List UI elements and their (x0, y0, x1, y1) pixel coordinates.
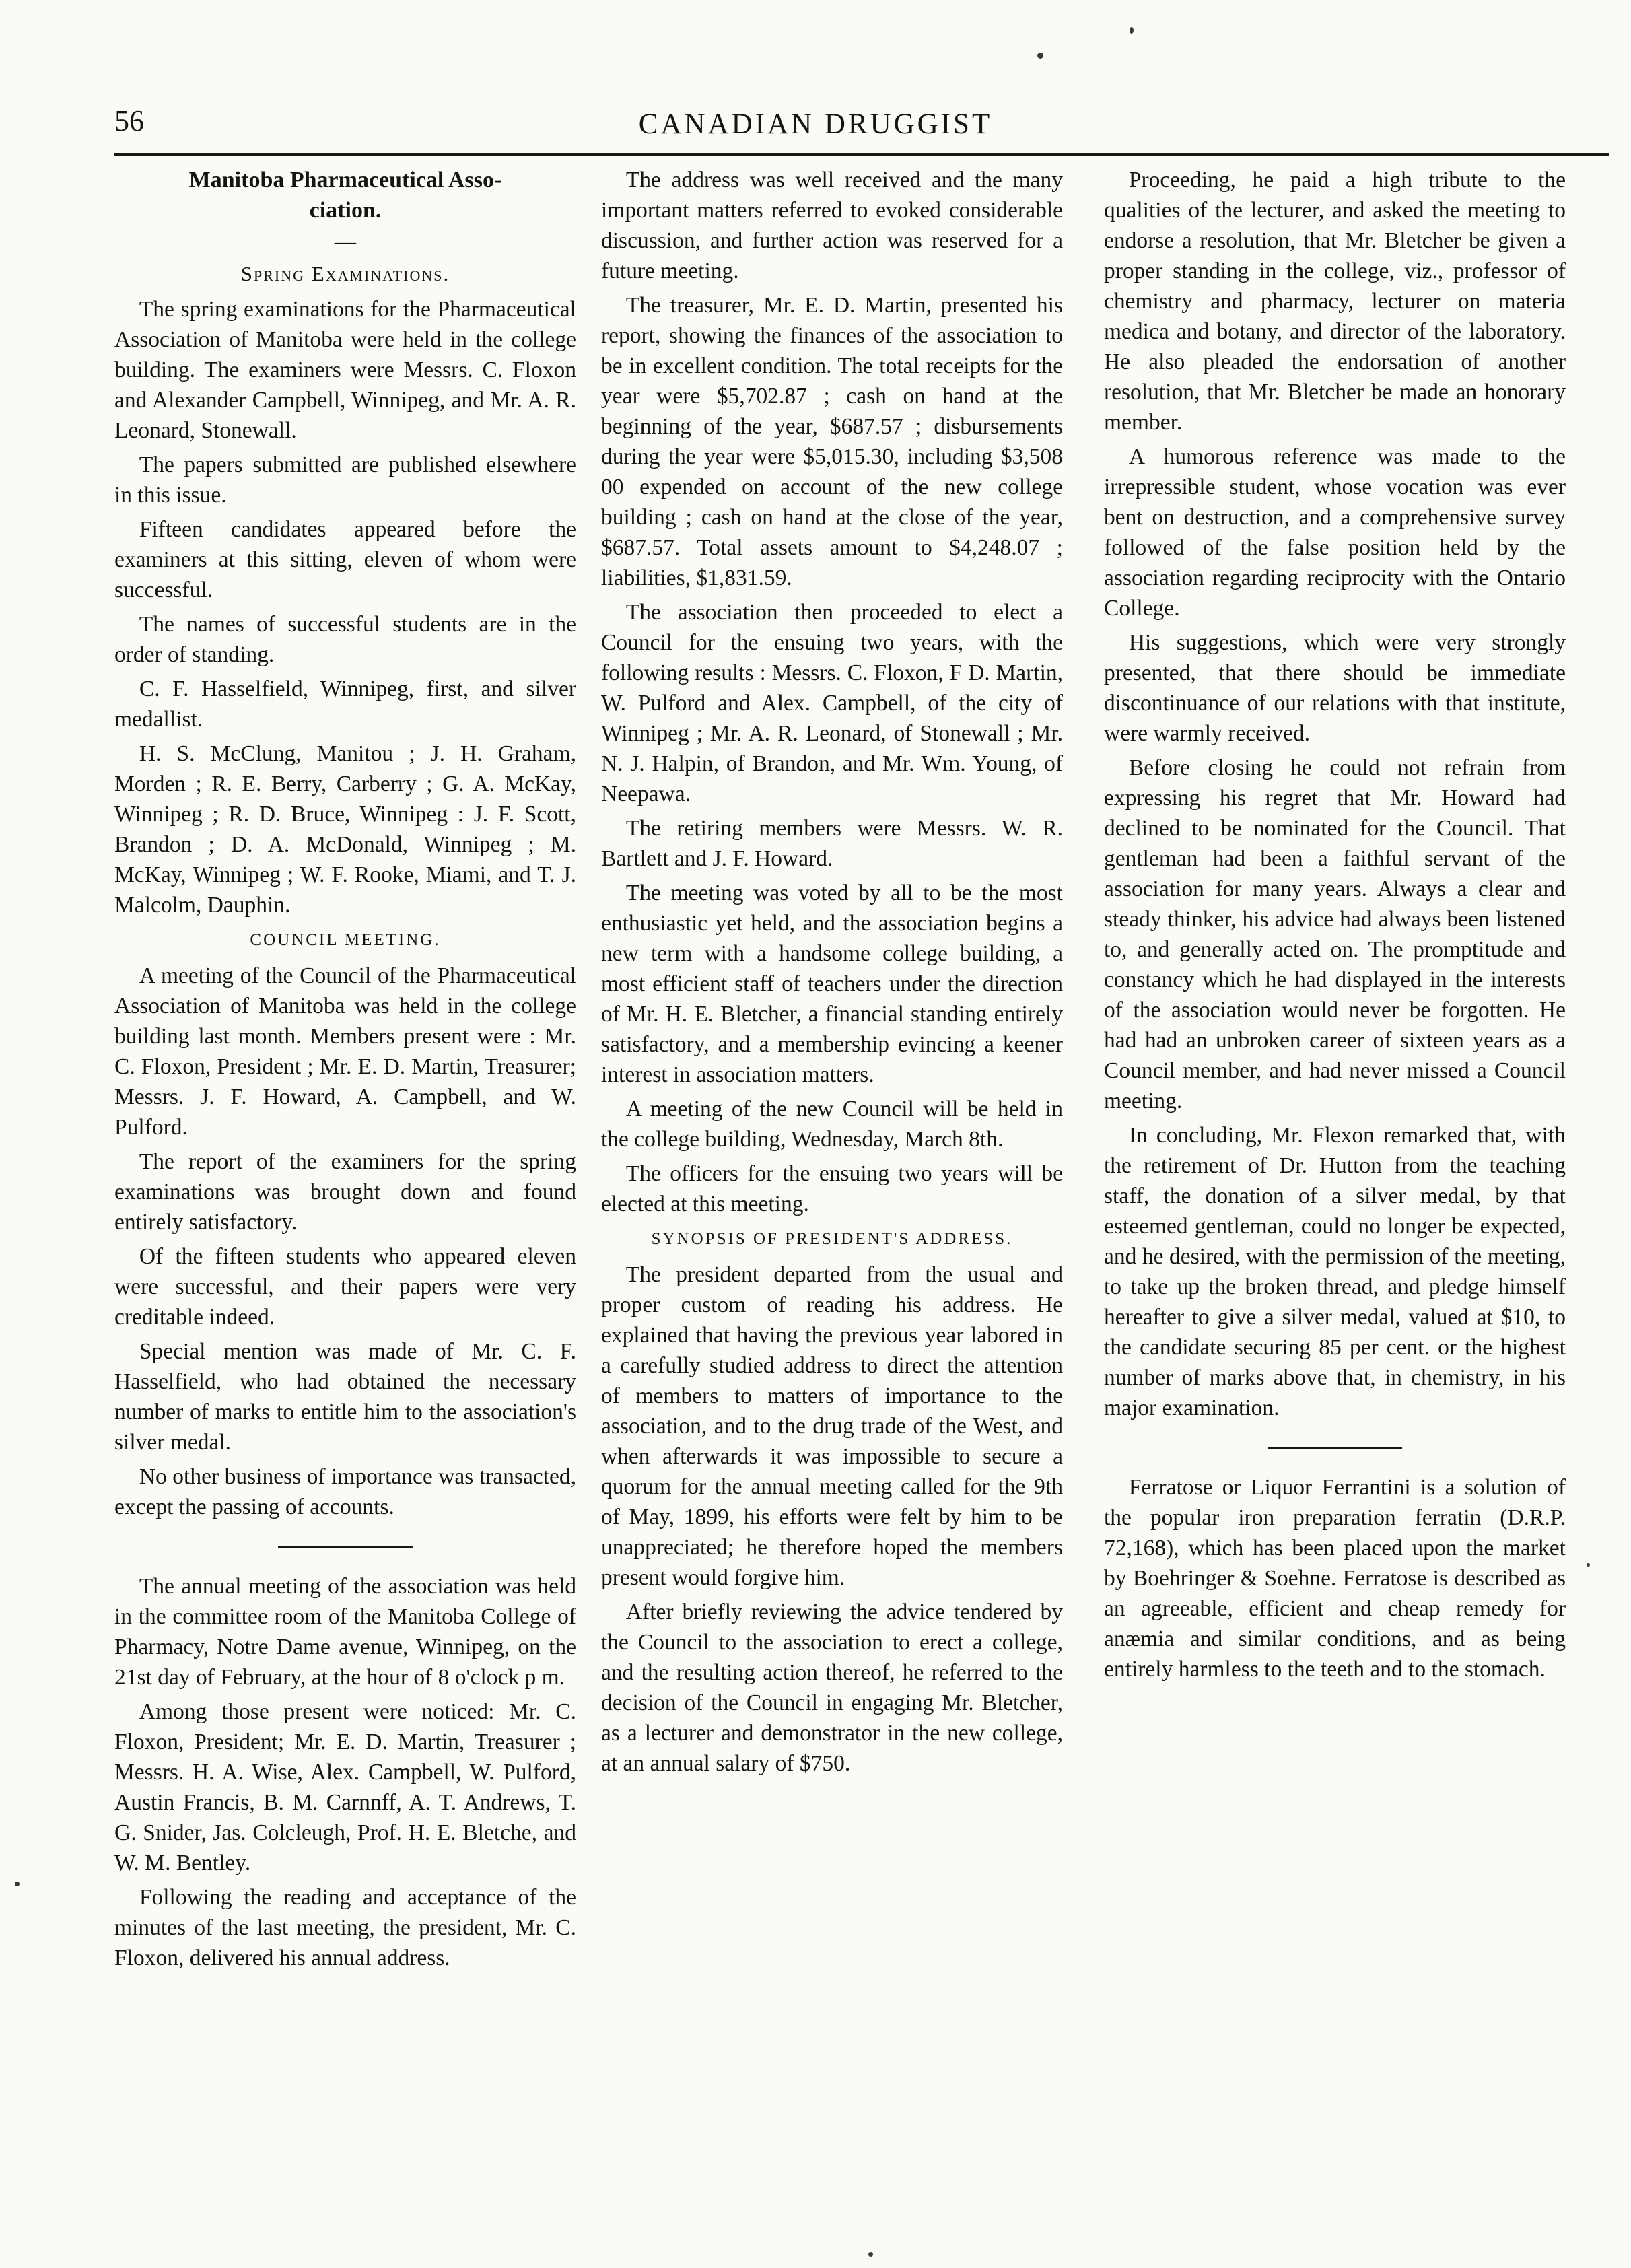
section-separator (278, 1546, 413, 1548)
synopsis-heading: SYNOPSIS OF PRESIDENT'S ADDRESS. (651, 1230, 1013, 1248)
page-number: 56 (114, 104, 144, 137)
paragraph: A humorous reference was made to the irrepressible student, whose vocation was ever bent on destruction, and a comprehensive survey followed of the false position held by the association regarding reciprocity with the Ontario College. (1104, 444, 1566, 621)
paragraph: The officers for the ensuing two years will be elected at this meeting. (601, 1161, 1063, 1216)
scan-speck (1130, 27, 1134, 34)
paragraph: Following the reading and acceptance of the minutes of the last meeting, the president, Mr. C. Floxon, delivered his annual address. (114, 1885, 576, 1970)
paragraph: The president departed from the usual and proper custom of reading his address. He explained that having the previous year labored in a carefully studied address to direct the attention of members to matters of importance to the association, and to the drug trade of the West, and when afterwards it was impossible to secure a quorum for the annual meeting called for the 9th of May, 1899, his efforts were felt by him to be unappreciated; he therefore hoped the members present would forgive him. (601, 1262, 1063, 1590)
paragraph: In concluding, Mr. Flexon remarked that, with the retirement of Dr. Hutton from the teaching staff, the donation of a silver medal, by that esteemed gentleman, could no longer be expected, and he desired, with the permission of the meeting, to take up the broken thread, and pledge himself hereafter to give a silver medal, valued at $10, to the candidate securing 85 per cent. or the highest number of marks above that, in chemistry, in his major examination. (1104, 1123, 1566, 1420)
paragraph: The papers submitted are published elsewhere in this issue. (114, 452, 576, 508)
title-dash: — (335, 229, 356, 253)
header-rule (114, 153, 1609, 156)
scan-speck (1587, 1563, 1590, 1567)
column-2 (601, 165, 1063, 1783)
spring-examinations-heading: Spring Examinations. (240, 262, 450, 285)
scan-speck (15, 1882, 20, 1886)
column-1 (114, 165, 576, 1977)
paragraph: After briefly reviewing the advice tendered by the Council to the association to erect a college, and the resulting action thereof, he referred to the decision of the Council in engaging Mr. Bletcher, as a lecturer and demonstrator in the new college, at an annual salary of $750. (601, 1600, 1063, 1776)
paragraph: The address was well received and the many important matters referred to evoked considerable discussion, and further action was reserved for a future meeting. (601, 168, 1063, 283)
paragraph: No other business of importance was transacted, except the passing of accounts. (114, 1464, 576, 1519)
paragraph: Proceeding, he paid a high tribute to the qualities of the lecturer, and asked the meeting to endorse a resolution, that Mr. Bletcher be given a proper standing in the college, viz., professor of chemistry and pharmacy, lecturer on materia medica and botany, and director of the laboratory. He also pleaded the endorsation of another resolution, that Mr. Bletcher be made an honorary member. (1104, 168, 1566, 435)
paragraph: The report of the examiners for the spring examinations was brought down and found entirely satisfactory. (114, 1149, 576, 1235)
paragraph: The spring examinations for the Pharmaceutical Association of Manitoba were held in the college building. The examiners were Messrs. C. Floxon and Alexander Campbell, Winnipeg, and Mr. A. R. Leonard, Stonewall. (114, 297, 576, 443)
council-meeting-heading: COUNCIL MEETING. (250, 931, 441, 949)
paragraph: The annual meeting of the association was held in the committee room of the Manitoba College of Pharmacy, Notre Dame avenue, Winnipeg, on the 21st day of February, at the hour of 8 o'clock p m. (114, 1574, 576, 1690)
paragraph: Fifteen candidates appeared before the examiners at this sitting, eleven of whom were successful. (114, 517, 576, 603)
paragraph: The association then proceeded to elect a Council for the ensuing two years, with the following results : Messrs. C. Floxon, F D. Martin, W. Pulford and Alex. Campbell, of the city of Winnipeg ; Mr. A. R. Leonard, of Stonewall ; Mr. N. J. Halpin, of Brandon, and Mr. Wm. Young, of Neepawa. (601, 600, 1063, 806)
scan-speck (1037, 53, 1043, 59)
paragraph: His suggestions, which were very strongly presented, that there should be immediate discontinuance of our relations with that institute, were warmly received. (1104, 630, 1566, 746)
journal-title: CANADIAN DRUGGIST (638, 108, 993, 140)
paragraph: Before closing he could not refrain from expressing his regret that Mr. Howard had declined to be nominated for the Council. That gentleman had been a faithful servant of the association for many years. Always a clear and steady thinker, his advice had always been listened to, and generally acted on. The promptitude and constancy which he had displayed in the interests of the association would never be forgotten. He had had an unbroken career of sixteen years as a Council member, and had never missed a Council meeting. (1104, 755, 1566, 1113)
paragraph: Special mention was made of Mr. C. F. Hasselfield, who had obtained the necessary number of marks to entitle him to the association's silver medal. (114, 1339, 576, 1455)
paragraph: C. F. Hasselfield, Winnipeg, first, and silver medallist. (114, 677, 576, 732)
paragraph: H. S. McClung, Manitou ; J. H. Graham, Morden ; R. E. Berry, Carberry ; G. A. McKay, Winnipeg ; R. D. Bruce, Winnipeg : J. F. Scott, Brandon ; D. A. McDonald, Winnipeg ; M. McKay, Winnipeg ; W. F. Rooke, Miami, and T. J. Malcolm, Dauphin. (114, 741, 576, 918)
scan-speck (868, 2252, 873, 2257)
paragraph: Among those present were noticed: Mr. C. Floxon, President; Mr. E. D. Martin, Treasurer ; Messrs. H. A. Wise, Alex. Campbell, W. Pulford, Austin Francis, B. M. Carnnff, A. T. Andrews, T. G. Snider, Jas. Colcleugh, Prof. H. E. Bletche, and W. M. Bentley. (114, 1699, 576, 1876)
paragraph: The names of successful students are in the order of standing. (114, 612, 576, 667)
section-separator (1268, 1447, 1402, 1449)
column-3 (1104, 165, 1566, 1688)
paragraph: The meeting was voted by all to be the most enthusiastic yet held, and the association begins a new term with a handsome college building, a most efficient staff of teachers under the direction of Mr. H. E. Bletcher, a financial standing entirely satisfactory, and a membership evincing a keener interest in association matters. (601, 881, 1063, 1087)
article-title-line-1: Manitoba Pharmaceutical Asso- (188, 168, 502, 193)
paragraph: The retiring members were Messrs. W. R. Bartlett and J. F. Howard. (601, 816, 1063, 871)
paragraph: The treasurer, Mr. E. D. Martin, presented his report, showing the finances of the association to be in excellent condition. The total receipts for the year were $5,702.87 ; cash on hand at the beginning of the year, $687.57 ; disbursements during the year were $5,015.30, including $3,508 00 expended on account of the new college building ; cash on hand at the close of the year, $687.57. Total assets amount to $4,248.07 ; liabilities, $1,831.59. (601, 293, 1063, 590)
ferratose-paragraph: Ferratose or Liquor Ferrantini is a solution of the popular iron preparation ferratin (D.R.P. 72,168), which has been placed upon the market by Boehringer & Soehne. Ferratose is described as an agreeable, efficient and cheap remedy for anæmia and similar conditions, and as being entirely harmless to the teeth and to the stomach. (1104, 1475, 1566, 1682)
paragraph: A meeting of the new Council will be held in the college building, Wednesday, March 8th. (601, 1097, 1063, 1152)
article-title-line-2: ciation. (309, 198, 382, 223)
paragraph: A meeting of the Council of the Pharmaceutical Association of Manitoba was held in the college building last month. Members present were : Mr. C. Floxon, President ; Mr. E. D. Martin, Treasurer; Messrs. J. F. Howard, A. Campbell, and W. Pulford. (114, 963, 576, 1140)
paragraph: Of the fifteen students who appeared eleven were successful, and their papers were very creditable indeed. (114, 1244, 576, 1330)
